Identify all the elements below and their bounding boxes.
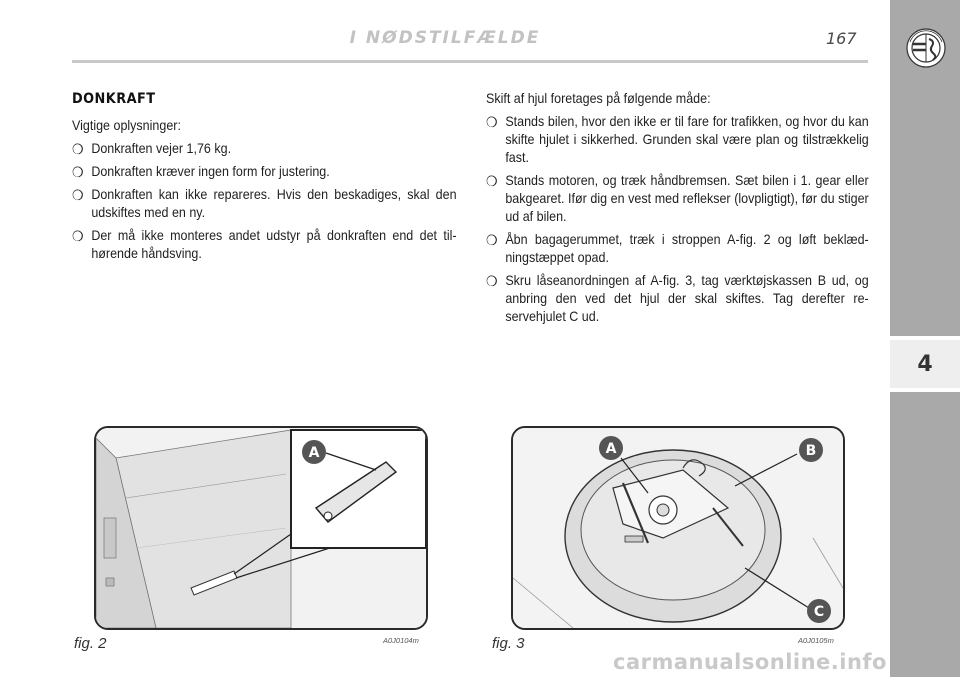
figure-3-label-a: A	[605, 441, 617, 457]
circle-bullet-icon: ❍	[486, 114, 498, 130]
figure-3-label-b: B	[805, 443, 817, 459]
list-item	[72, 163, 457, 181]
figure-3-label-c: C	[813, 604, 825, 620]
header-divider	[72, 60, 868, 63]
list-item-text: Der må ikke monteres andet udstyr på donkraften end det til-hørende håndsving.	[91, 228, 457, 261]
list-item-text: Donkraften kræver ingen form for justering.	[91, 164, 330, 179]
list-item-text: Donkraften vejer 1,76 kg.	[91, 141, 232, 156]
right-intro: Skift af hjul foretages på følgende måde:	[486, 91, 711, 106]
circle-bullet-icon: ❍	[72, 228, 84, 244]
circle-bullet-icon: ❍	[72, 164, 84, 180]
figure-2-label-a: A	[308, 445, 320, 461]
figure-3-spare-wheel	[511, 426, 845, 630]
alfa-romeo-logo-icon	[906, 28, 946, 68]
list-item	[72, 227, 457, 263]
list-item	[486, 231, 869, 267]
watermark: carmanualsonline.info	[613, 650, 887, 674]
figure-3-code: A0J0105m	[798, 636, 834, 645]
figure-2-illustration	[96, 428, 426, 628]
figure-3-caption: fig. 3	[492, 635, 525, 652]
circle-bullet-icon: ❍	[486, 232, 498, 248]
list-item	[486, 172, 869, 226]
list-item	[72, 140, 457, 158]
figure-3-illustration	[513, 428, 843, 628]
circle-bullet-icon: ❍	[72, 187, 84, 203]
right-column	[486, 90, 869, 331]
page-header-title: I NØDSTILFÆLDE	[349, 28, 541, 48]
chapter-tab[interactable]: 4	[890, 340, 960, 388]
circle-bullet-icon: ❍	[486, 173, 498, 189]
figure-2-code: A0J0104m	[383, 636, 419, 645]
list-item	[486, 272, 869, 326]
list-item-text: Stands bilen, hvor den ikke er til fare for trafikken, og hvor du kan skifte hjulet i sikkerhed. Grunden skal være plan og tilstrækkelig fast.	[505, 114, 869, 165]
list-item-text: Stands motoren, og træk håndbremsen. Sæt bilen i 1. gear eller bakgearet. Ifør dig en vest med reflekser (lovpligtigt), før du stiger ud af bilen.	[505, 173, 869, 224]
left-intro: Vigtige oplysninger:	[72, 118, 181, 133]
figure-2-caption: fig. 2	[74, 635, 107, 652]
list-item-text: Åbn bagagerummet, træk i stroppen A-fig. 2 og løft beklæd-ningstæppet opad.	[505, 232, 869, 265]
page-number: 167	[826, 29, 857, 48]
side-tab-lower	[890, 392, 960, 677]
list-item-text: Skru låseanordningen af A-fig. 3, tag værktøjskassen B ud, og anbring den ved det hjul der skal skiftes. Tag derefter re-servehjulet C ud.	[505, 273, 869, 324]
circle-bullet-icon: ❍	[72, 141, 84, 157]
figure-2-trunk-strap	[94, 426, 428, 630]
section-heading: DONKRAFT	[72, 91, 156, 107]
list-item	[486, 113, 869, 167]
left-column	[72, 90, 457, 268]
list-item-text: Donkraften kan ikke repareres. Hvis den beskadiges, skal den udskiftes med en ny.	[91, 187, 457, 220]
list-item	[72, 186, 457, 222]
circle-bullet-icon: ❍	[486, 273, 498, 289]
